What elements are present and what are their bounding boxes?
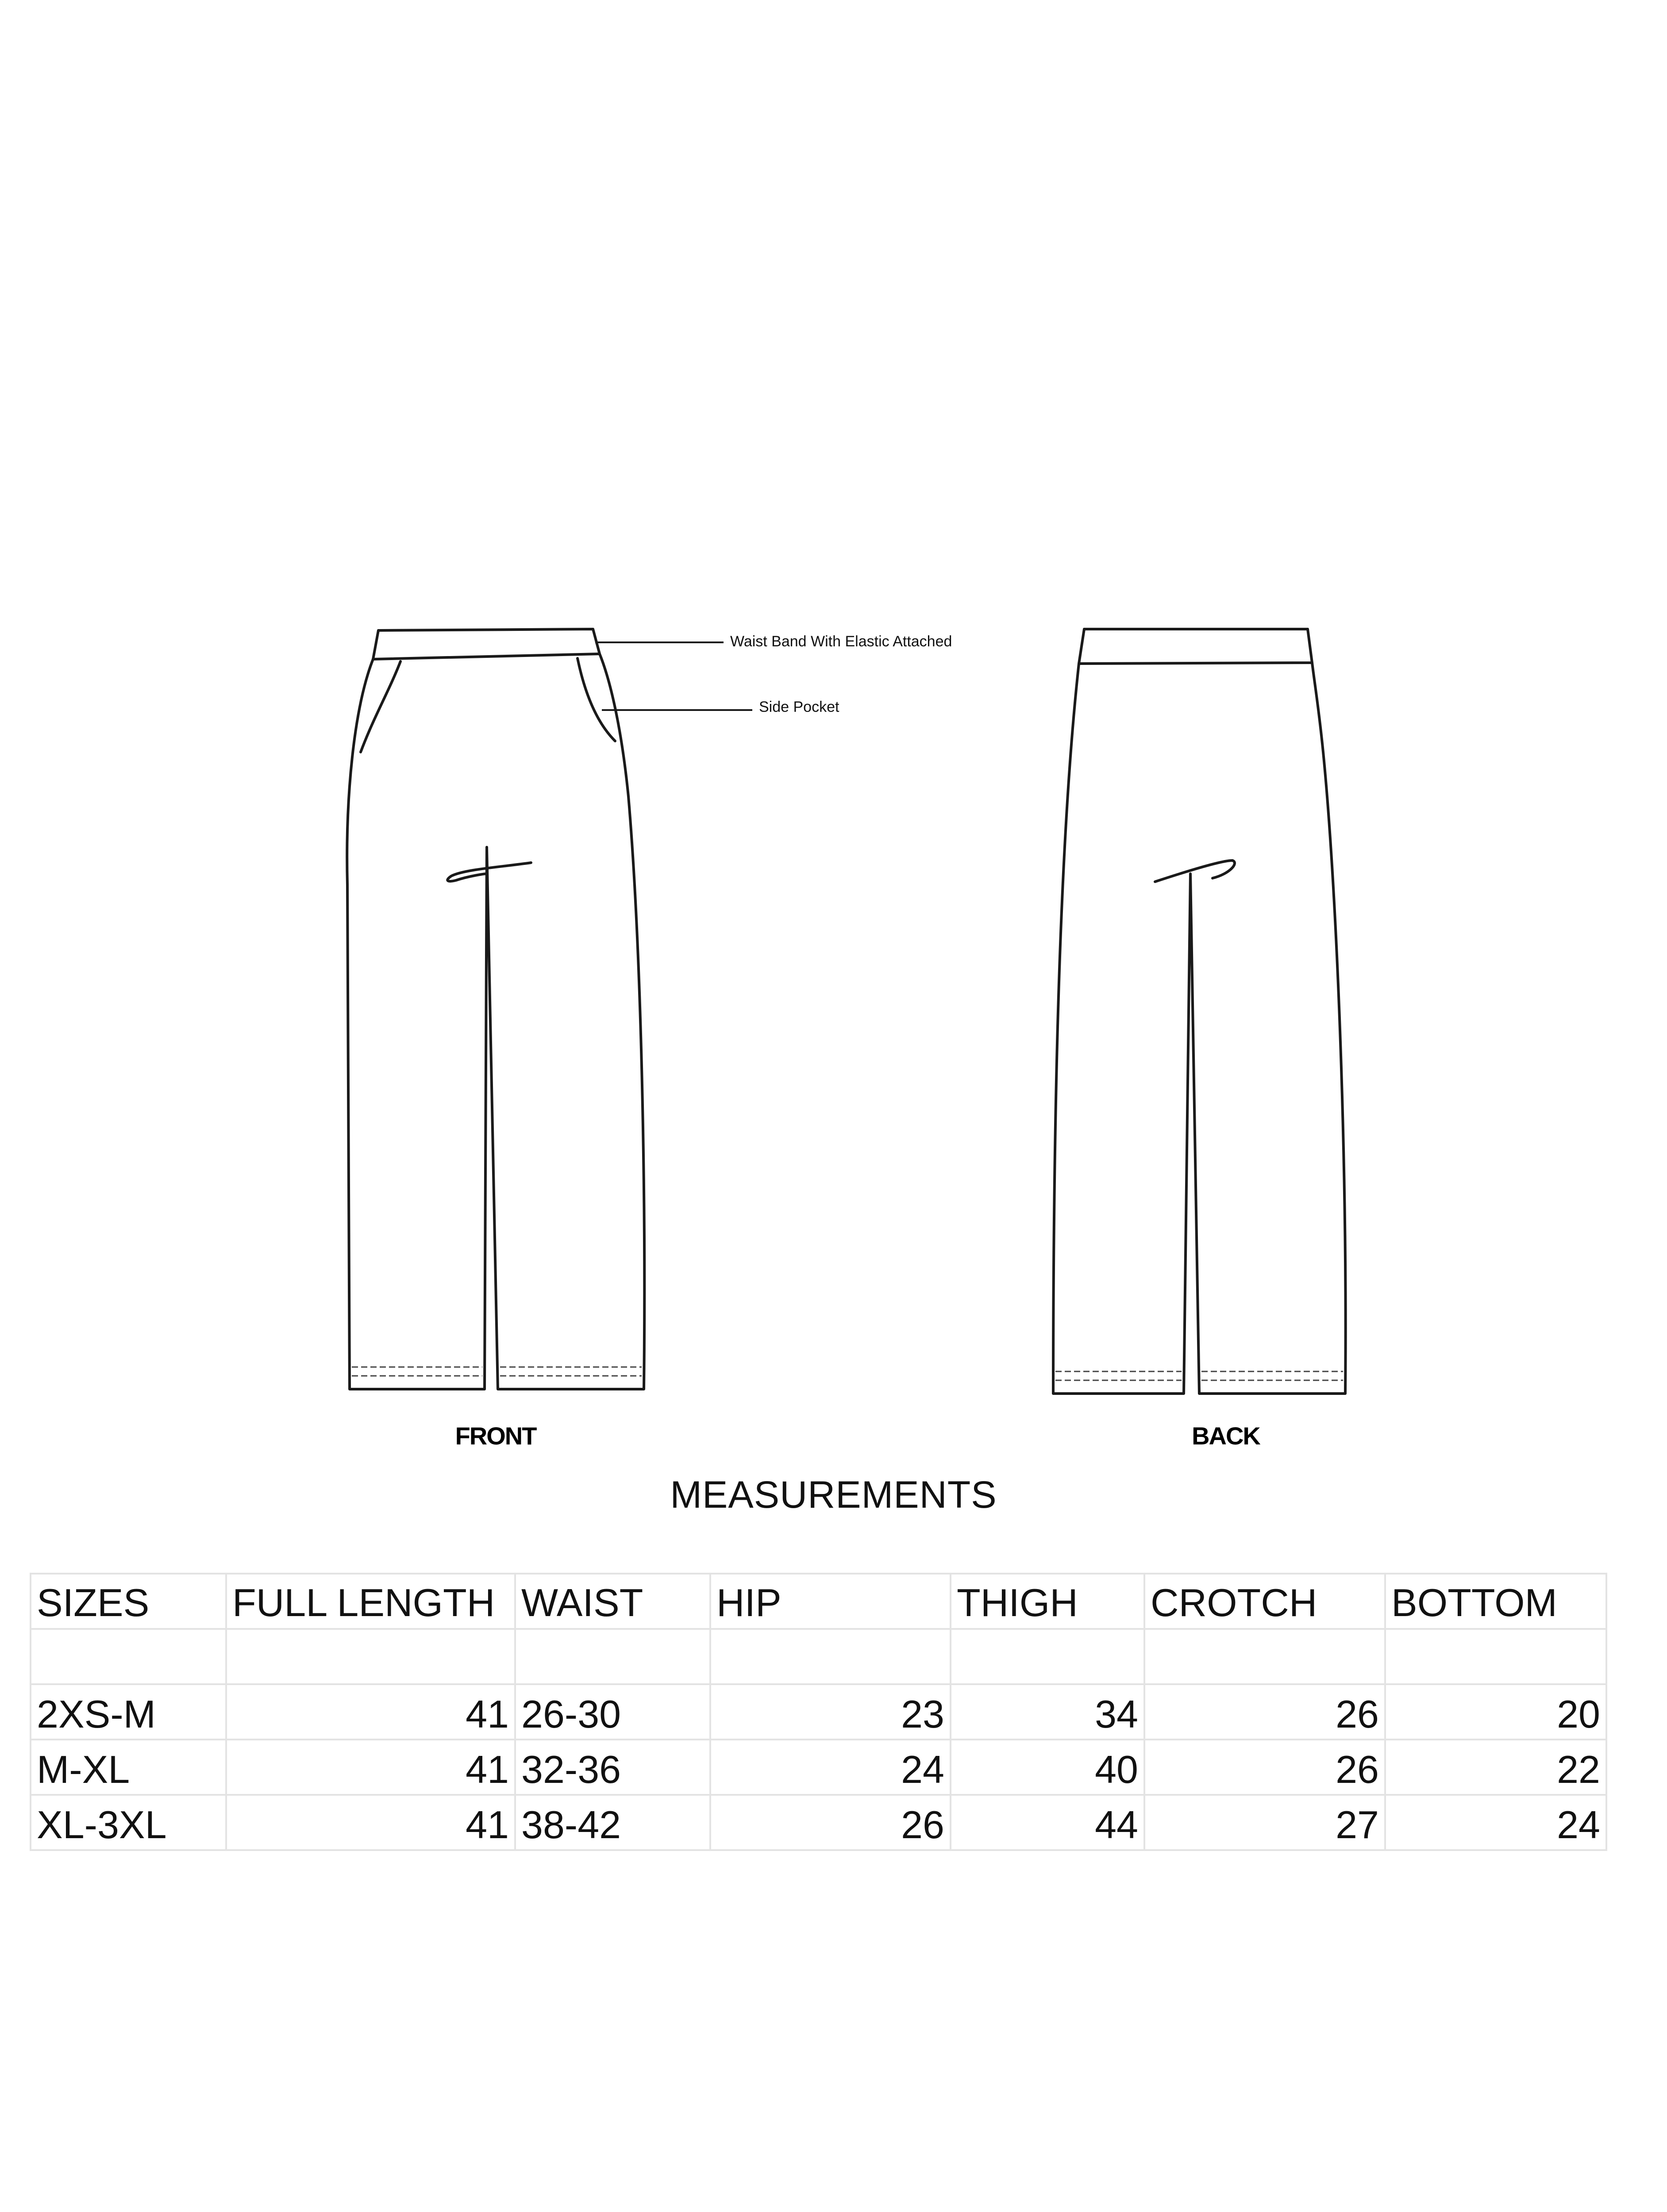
table-cell [951,1629,1144,1684]
back-view-label: BACK [1192,1422,1260,1450]
table-cell [515,1629,710,1684]
col-header-hip: HIP [710,1574,951,1629]
table-row [31,1795,1606,1850]
front-right-pocket [577,658,615,741]
bottom-cell: 24 [1385,1795,1606,1850]
table-row [31,1740,1606,1795]
full-length-cell: 41 [226,1684,515,1740]
waistband-callout-label: Waist Band With Elastic Attached [730,633,952,650]
table-cell [710,1629,951,1684]
hip-cell: 24 [710,1740,951,1795]
size-chart-table [30,1573,1607,1851]
front-view-label: FRONT [455,1422,536,1450]
back-pants-drawing [1053,629,1346,1450]
front-pants-drawing [347,629,952,1450]
thigh-cell: 40 [951,1740,1144,1795]
hip-cell: 23 [710,1684,951,1740]
waist-cell: 38-42 [515,1795,710,1850]
table-cell [226,1629,515,1684]
front-fly-stitch [447,863,531,881]
back-waistband [1079,629,1312,664]
front-legs-outline [347,654,644,1389]
header-row [31,1574,1606,1629]
thigh-cell: 34 [951,1684,1144,1740]
thigh-cell: 44 [951,1795,1144,1850]
bottom-cell: 20 [1385,1684,1606,1740]
front-waistband [373,629,600,659]
size-cell: 2XS-M [31,1684,226,1740]
col-header-full-length: FULL LENGTH [226,1574,515,1629]
back-legs-outline [1053,663,1346,1394]
waist-cell: 32-36 [515,1740,710,1795]
col-header-thigh: THIGH [951,1574,1144,1629]
size-cell: XL-3XL [31,1795,226,1850]
full-length-cell: 41 [226,1740,515,1795]
size-cell: M-XL [31,1740,226,1795]
table-cell [1385,1629,1606,1684]
pocket-callout-label: Side Pocket [759,698,839,715]
col-header-bottom: BOTTOM [1385,1574,1606,1629]
col-header-waist: WAIST [515,1574,710,1629]
back-seam-stitch [1155,860,1235,882]
table-row [31,1684,1606,1740]
hip-cell: 26 [710,1795,951,1850]
crotch-cell: 27 [1144,1795,1385,1850]
col-header-crotch: CROTCH [1144,1574,1385,1629]
table-row-empty [31,1629,1606,1684]
waist-cell: 26-30 [515,1684,710,1740]
measurements-title: MEASUREMENTS [670,1474,997,1516]
bottom-cell: 22 [1385,1740,1606,1795]
col-header-sizes: SIZES [31,1574,226,1629]
crotch-cell: 26 [1144,1740,1385,1795]
full-length-cell: 41 [226,1795,515,1850]
table-cell [1144,1629,1385,1684]
table-cell [31,1629,226,1684]
crotch-cell: 26 [1144,1684,1385,1740]
